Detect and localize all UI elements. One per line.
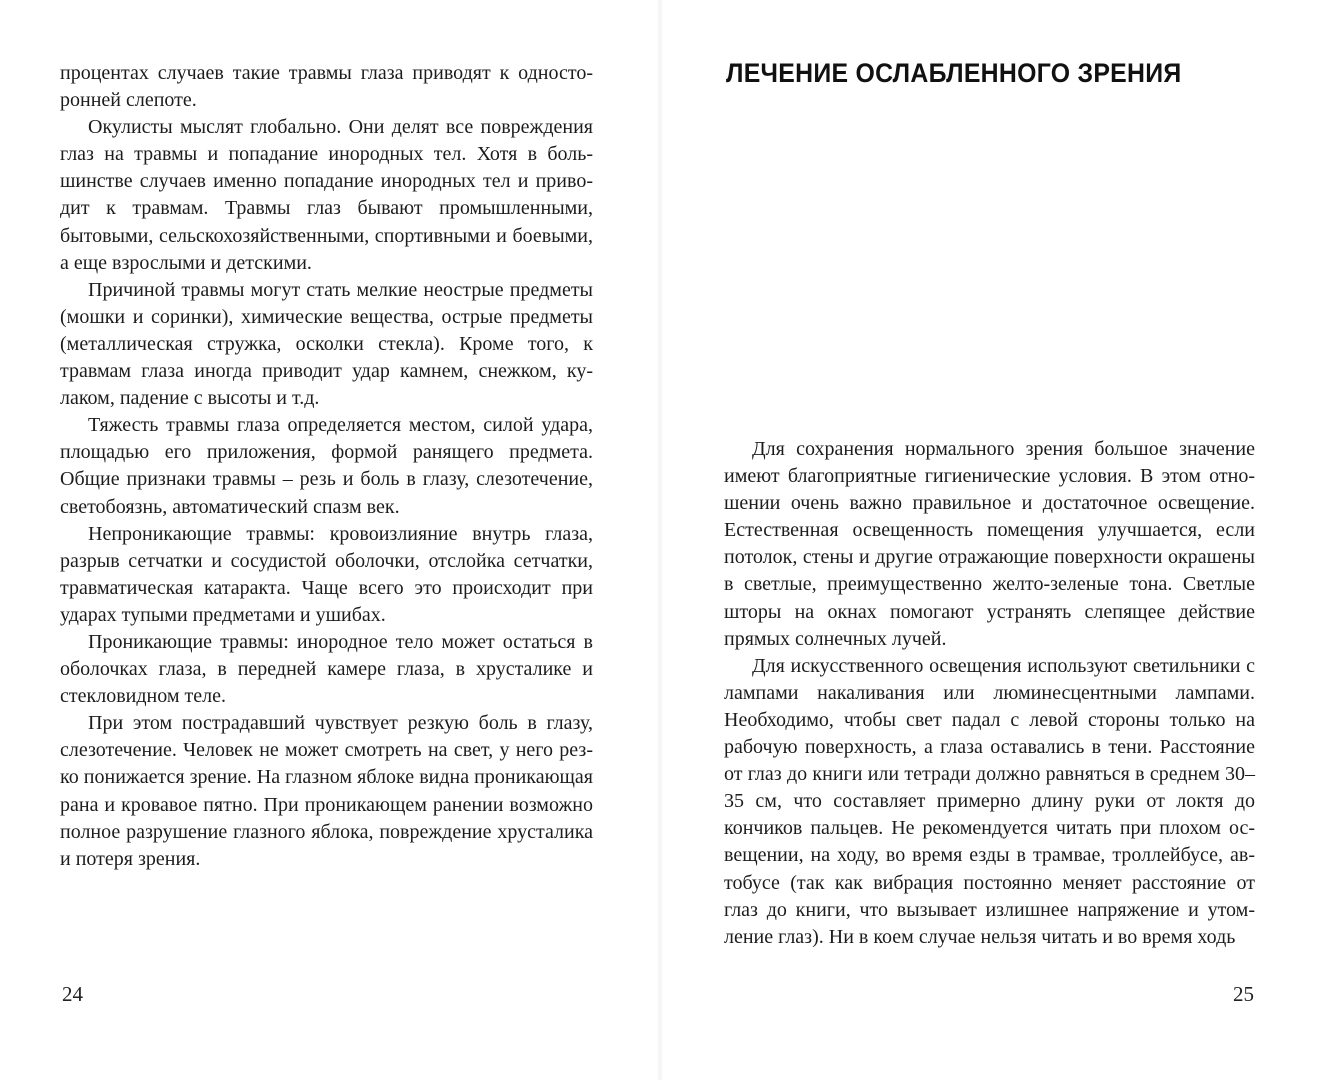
right-page bbox=[660, 0, 1321, 1080]
left-paragraph-5: Непроникающие травмы: кровоизлияние внутрь глаза, разрыв сетчатки и сосудистой оболочки, отслойка сетчатки, травматическая катаракта. Чаще всего это происходит при ударах тупыми предметами и ушибах. bbox=[60, 522, 593, 626]
left-paragraph-3: Причиной травмы могут стать мелкие неострые предметы (мошки и соринки), химические вещества, острые предметы (металлическая стружка, осколки стекла). Кроме того, к травмам глаза иногда приводит удар камнем, снежком, кулаком, падение с высоты и т.д. bbox=[60, 278, 593, 410]
page-number-left: 24 bbox=[62, 982, 83, 1006]
right-paragraph-1: Для сохранения нормального зрения большое значение имеют благоприятные гигиенические условия. В этом отношении очень важно правильное и достаточное освещение. Естественная освещенность помещения улучшается, если потолок, стены и другие отражающие поверхности окрашены в светлые, преимущественно желто-зеленые тона. Светлые шторы на окнах помогают устранять слепящее действие прямых солнечных лучей. bbox=[724, 438, 1255, 650]
right-page-text bbox=[724, 436, 1255, 951]
right-paragraph-2: Для искусственного освещения используют светильники с лампами накаливания или люминесцентными лампами. Необходимо, чтобы свет падал с левой стороны только на рабочую поверхность, а глаза оставались в тени. Расстояние от глаз до книги или тетради должно равняться в среднем 30–35 см, что составляет примерно длину руки от локтя до кончиков пальцев. Не рекомендуется читать при плохом освещении, на ходу, во время езды в трамвае, троллейбусе, автобусе (так как вибрация постоянно меняет расстояние от глаз до книги, что вызывает излишнее напряжение и утомление глаз). Ни в коем случае нельзя читать и во время ходь bbox=[724, 654, 1255, 948]
left-paragraph-1: процентах случаев такие травмы глаза приводят к односторонней слепоте. bbox=[60, 62, 593, 112]
left-paragraph-7: При этом пострадавший чувствует резкую боль в глазу, слезотечение. Человек не может смотреть на свет, у него резко понижается зрение. На глазном яблоке видна проникающая рана и кровавое пятно. При проникающем ранении возможно полное разрушение глазного яблока, повреждение хрусталика и потеря зрения. bbox=[60, 712, 593, 870]
page-number-right: 25 bbox=[1233, 982, 1254, 1006]
left-paragraph-2: Окулисты мыслят глобально. Они делят все повреждения глаз на травмы и попадание инородных тел. Хотя в большинстве случаев именно попадание инородных тел и приводит к травмам. Травмы глаз бывают промышленными, бытовыми, сельскохозяйственными, спортивными и боевыми, а еще взрослыми и детскими. bbox=[60, 116, 593, 274]
left-paragraph-6: Проникающие травмы: инородное тело может остаться в оболочках глаза, в передней камере глаза, в хрусталике и стекловидном теле. bbox=[60, 630, 593, 708]
left-page bbox=[0, 0, 660, 1080]
left-page-text bbox=[60, 60, 593, 873]
left-paragraph-4: Тяжесть травмы глаза определяется местом, силой удара, площадью его приложения, формой ранящего предмета. Общие признаки травмы – резь и боль в глазу, слезотечение, светобоязнь, автоматический спазм век. bbox=[60, 414, 593, 518]
chapter-heading: ЛЕЧЕНИЕ ОСЛАБЛЕННОГО ЗРЕНИЯ bbox=[726, 58, 1182, 88]
